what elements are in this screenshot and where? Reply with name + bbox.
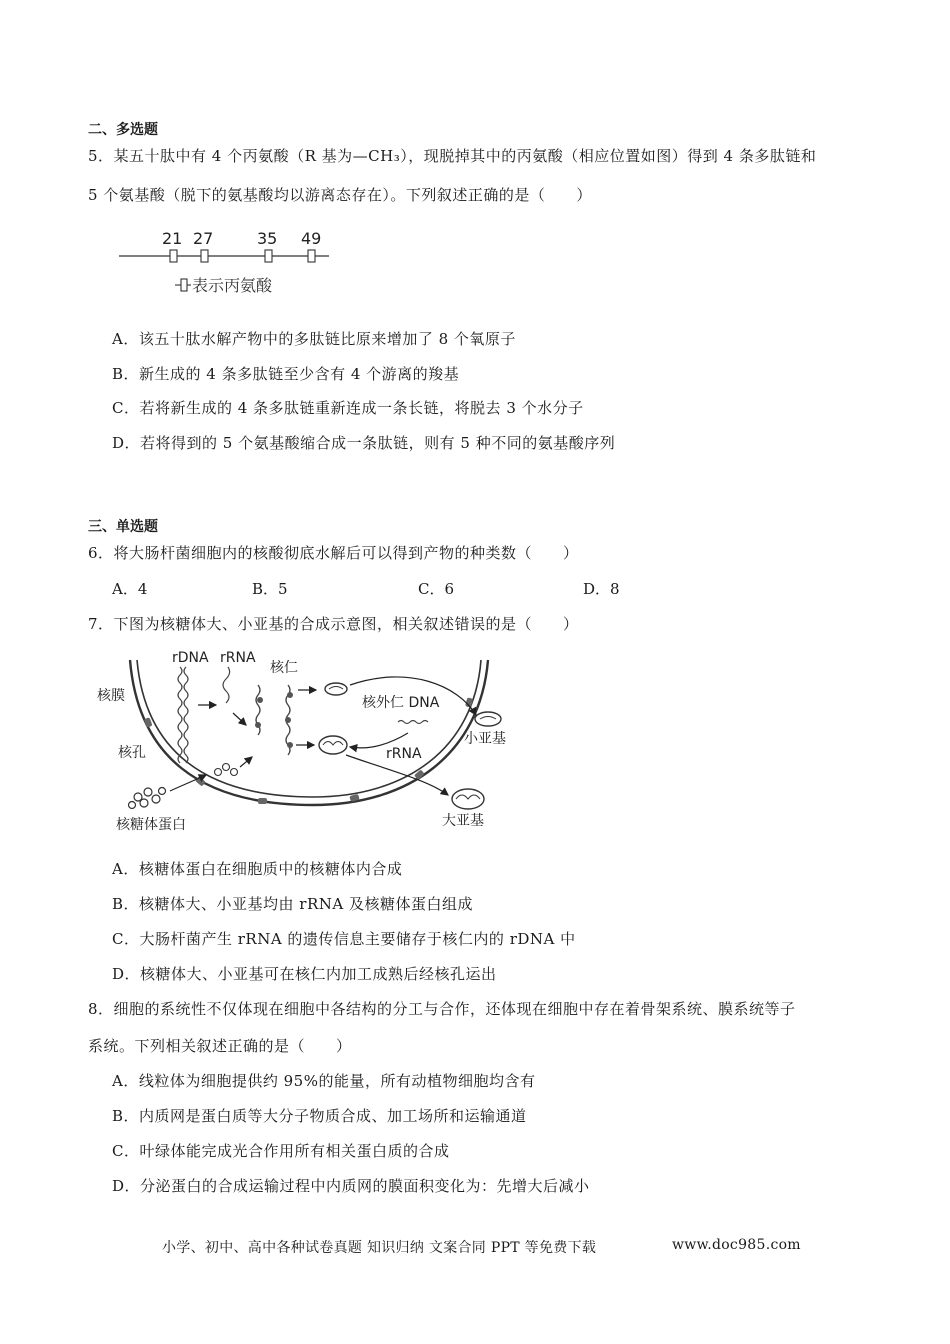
q6-option-b[interactable]: B．5 (252, 580, 288, 598)
q7-option-c[interactable]: C．大肠杆菌产生 rRNA 的遗传信息主要储存于核仁内的 rDNA 中 (112, 930, 576, 948)
q5-option-c[interactable]: C．若将新生成的 4 条多肽链重新连成一条长链，将脱去 3 个水分子 (112, 399, 584, 417)
rrna-strand (223, 667, 230, 703)
nuclear-membrane-outer (130, 660, 488, 805)
question-6-stem: 6．将大肠杆菌细胞内的核酸彻底水解后可以得到产物的种类数（ ） (88, 544, 579, 562)
ribosomal-protein-blobs (129, 788, 166, 809)
label-rrna-top: rRNA (220, 650, 256, 666)
position-label-35: 35 (257, 229, 278, 248)
footer-url[interactable]: www.doc985.com (672, 1237, 801, 1253)
position-label-27: 27 (193, 229, 214, 248)
q5-option-a[interactable]: A．该五十肽水解产物中的多肽链比原来增加了 8 个氧原子 (112, 330, 516, 348)
legend-label: 表示丙氨酸 (192, 276, 273, 295)
section-heading-single-choice: 三、单选题 (88, 519, 158, 535)
label-large-subunit: 大亚基 (442, 813, 484, 829)
position-label-21: 21 (162, 229, 183, 248)
question-5-stem-line2: 5 个氨基酸（脱下的氨基酸均以游离态存在）。下列叙述正确的是（ ） (88, 186, 592, 204)
question-5-stem-line1: 5．某五十肽中有 4 个丙氨酸（R 基为—CH₃），现脱掉其中的丙氨酸（相应位置如图）得到 4 条多肽链和 (88, 147, 817, 165)
rdna-helix (178, 667, 188, 763)
footer-text: 小学、初中、高中各种试卷真题 知识归纳 文案合同 PPT 等免费下载 (162, 1240, 597, 1256)
extra-nucleolar-dna (398, 721, 428, 724)
q7-option-d[interactable]: D．核糖体大、小亚基可在核仁内加工成熟后经核孔运出 (112, 965, 497, 983)
nuclear-membrane-inner (137, 660, 481, 797)
label-rrna-mid: rRNA (386, 746, 422, 762)
label-small-subunit: 小亚基 (464, 731, 506, 747)
question-7-stem: 7．下图为核糖体大、小亚基的合成示意图，相关叙述错误的是（ ） (88, 615, 579, 633)
q6-option-c[interactable]: C．6 (418, 580, 455, 598)
peptide-alanine-diagram (115, 226, 345, 298)
q7-option-a[interactable]: A．核糖体蛋白在细胞质中的核糖体内合成 (112, 860, 403, 878)
q5-option-d[interactable]: D．若将得到的 5 个氨基酸缩合成一条肽链，则有 5 种不同的氨基酸序列 (112, 434, 616, 452)
q6-option-a[interactable]: A．4 (112, 580, 148, 598)
question-8-stem-line1: 8．细胞的系统性不仅体现在细胞中各结构的分工与合作，还体现在细胞中存在着骨架系统、膜系统等子 (88, 1000, 796, 1018)
processing-strands (256, 685, 290, 755)
question-8-stem-line2: 系统。下列相关叙述正确的是（ ） (88, 1037, 352, 1055)
q8-option-d[interactable]: D．分泌蛋白的合成运输过程中内质网的膜面积变化为：先增大后减小 (112, 1177, 590, 1195)
label-nuclear-membrane: 核膜 (97, 688, 125, 704)
small-subunit-shape (475, 712, 501, 726)
ribosome-synthesis-diagram (88, 645, 528, 835)
q6-option-d[interactable]: D．8 (583, 580, 620, 598)
label-nuclear-pore: 核孔 (118, 745, 146, 761)
q8-option-a[interactable]: A．线粒体为细胞提供约 95%的能量，所有动植物细胞均含有 (112, 1072, 536, 1090)
immature-small-subunit (325, 683, 347, 695)
legend-alanine-box (181, 279, 187, 291)
label-nucleolus: 核仁 (270, 660, 298, 676)
q8-option-c[interactable]: C．叶绿体能完成光合作用所有相关蛋白质的合成 (112, 1142, 450, 1160)
alanine-box-21 (170, 250, 177, 262)
section-heading-multiple-choice: 二、多选题 (88, 122, 158, 138)
alanine-box-49 (308, 250, 315, 262)
alanine-box-27 (201, 250, 208, 262)
label-extra-nucleolar-dna: 核外仁 DNA (362, 695, 440, 711)
q5-option-b[interactable]: B．新生成的 4 条多肽链至少含有 4 个游离的羧基 (112, 365, 460, 383)
position-label-49: 49 (301, 229, 322, 248)
nuclear-pores (144, 697, 473, 804)
q7-option-b[interactable]: B．核糖体大、小亚基均由 rRNA 及核糖体蛋白组成 (112, 895, 473, 913)
label-ribosomal-protein: 核糖体蛋白 (116, 817, 186, 833)
q8-option-b[interactable]: B．内质网是蛋白质等大分子物质合成、加工场所和运输通道 (112, 1107, 527, 1125)
label-rdna: rDNA (172, 650, 209, 666)
alanine-box-35 (265, 250, 272, 262)
